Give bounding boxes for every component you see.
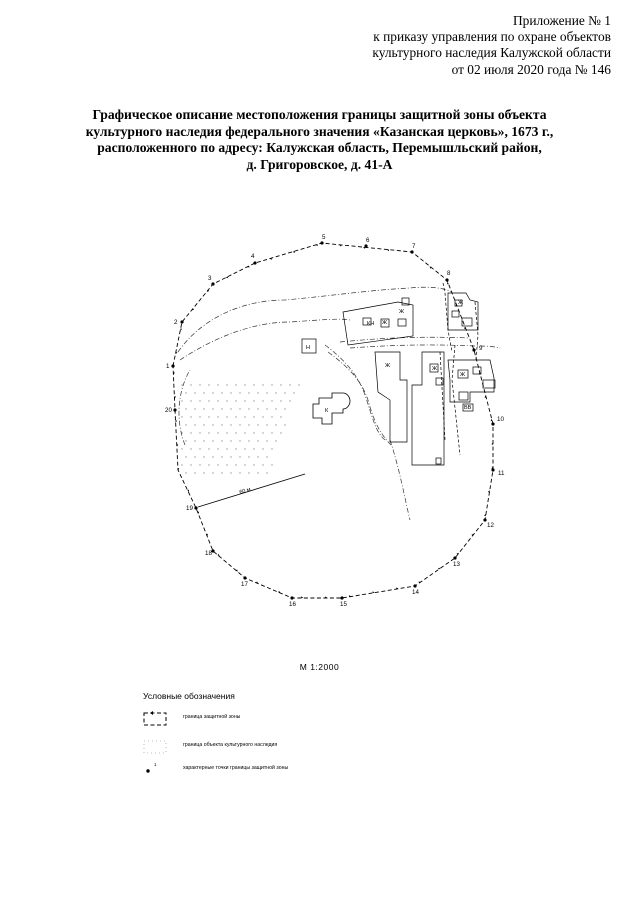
stipple-dot	[271, 448, 272, 449]
distance-line	[198, 474, 305, 507]
stipple-dot	[253, 464, 254, 465]
stipple-dot	[266, 472, 267, 473]
stipple-dot	[190, 448, 191, 449]
dashed-boundary-symbol	[140, 710, 180, 728]
building-label: Ж	[458, 300, 464, 306]
building-label: Ж	[385, 363, 391, 369]
stipple-dot	[221, 392, 222, 393]
stipple-dot	[266, 456, 267, 457]
stipple-dot	[248, 408, 249, 409]
stipple-dot	[203, 424, 204, 425]
stipple-dot	[244, 384, 245, 385]
stipple-dot	[271, 384, 272, 385]
boundary-point-marker	[364, 244, 367, 247]
stipple-dot	[239, 472, 240, 473]
stipple-dot	[262, 416, 263, 417]
stipple-dot	[212, 456, 213, 457]
boundary-point-marker	[491, 468, 494, 471]
legend-point-number: 1	[154, 762, 157, 767]
stipple-dot	[203, 472, 204, 473]
stipple-dot	[239, 456, 240, 457]
boundary-arrow-mark	[175, 420, 177, 422]
title-line-4: д. Григоровское, д. 41-А	[246, 156, 393, 172]
stipple-dot	[230, 392, 231, 393]
stipple-dot	[235, 448, 236, 449]
building-long-block	[412, 352, 444, 465]
building-ne-block	[448, 293, 478, 330]
building-label: Ж	[382, 320, 388, 326]
road-east-outline	[350, 345, 500, 348]
stipple-dot	[217, 448, 218, 449]
stipple-dot	[217, 384, 218, 385]
stipple-dot	[244, 400, 245, 401]
terrain-outline-left	[179, 370, 190, 445]
building-east-block	[448, 360, 494, 402]
stipple-dot	[293, 392, 294, 393]
stipple-dot	[194, 408, 195, 409]
stipple-dot	[275, 424, 276, 425]
stipple-dot	[253, 400, 254, 401]
stipple-dot	[203, 456, 204, 457]
stipple-dot	[194, 392, 195, 393]
stipple-dot	[230, 440, 231, 441]
stipple-dot	[199, 400, 200, 401]
stipple-dot	[289, 384, 290, 385]
boundary-point-marker	[290, 596, 293, 599]
stipple-dot	[253, 448, 254, 449]
stipple-dot	[199, 432, 200, 433]
stipple-dot	[194, 424, 195, 425]
boundary-arrow-mark	[177, 444, 179, 446]
boundary-point-label: 1	[166, 363, 170, 370]
building-label: Ж	[399, 309, 405, 315]
stipple-dot	[262, 384, 263, 385]
stipple-dot	[257, 424, 258, 425]
boundary-arrow-mark	[176, 352, 178, 354]
header-line-1: Приложение № 1	[512, 13, 611, 28]
stipple-dot	[257, 472, 258, 473]
boundary-arrow-marks	[173, 244, 493, 598]
boundary-point-label: 6	[366, 237, 370, 244]
stipple-dot	[185, 424, 186, 425]
stipple-dot	[185, 456, 186, 457]
stipple-dot	[239, 440, 240, 441]
stipple-dot	[185, 472, 186, 473]
stipple-dot	[248, 472, 249, 473]
building-north-small-3	[398, 319, 406, 326]
boundary-point-label: 12	[487, 522, 494, 529]
stipple-dot	[226, 448, 227, 449]
stipple-dot	[181, 400, 182, 401]
stipple-dot	[221, 408, 222, 409]
boundary-point-label: 15	[340, 601, 347, 608]
stipple-dot	[266, 392, 267, 393]
boundary-point-marker	[171, 364, 174, 367]
building-middle-block	[375, 352, 407, 442]
stipple-dot	[248, 440, 249, 441]
road-middle-outline	[180, 319, 350, 360]
stipple-dot	[280, 432, 281, 433]
stipple-dot	[226, 384, 227, 385]
object-boundary-symbol	[140, 738, 180, 756]
stipple-dot	[275, 408, 276, 409]
stipple-dot	[266, 440, 267, 441]
legend-title: Условные обозначения	[143, 691, 235, 701]
stipple-dot	[208, 448, 209, 449]
stipple-dot	[226, 464, 227, 465]
stipple-dot	[253, 416, 254, 417]
boundary-point-marker	[211, 282, 214, 285]
boundary-point-label: 14	[412, 589, 419, 596]
stipple-dot	[212, 440, 213, 441]
stipple-dot	[199, 464, 200, 465]
terrain-outline-lower	[390, 440, 410, 520]
church-label: К	[325, 408, 329, 414]
boundary-arrow-mark	[339, 245, 341, 247]
stipple-dot	[181, 464, 182, 465]
stipple-dot	[181, 416, 182, 417]
stipple-dot	[248, 424, 249, 425]
stipple-dot	[212, 408, 213, 409]
stipple-dot	[194, 472, 195, 473]
point-symbol	[140, 761, 180, 779]
stipple-dot	[248, 456, 249, 457]
road-east-outline-2	[340, 337, 470, 342]
boundary-point-marker	[180, 320, 183, 323]
stipple-dot	[235, 400, 236, 401]
stipple-dot	[271, 464, 272, 465]
stipple-dot	[244, 432, 245, 433]
stipple-dot	[239, 408, 240, 409]
boundary-arrow-mark	[387, 250, 389, 252]
stipple-dot	[190, 464, 191, 465]
boundary-point-label: 9	[479, 345, 483, 352]
stipple-dot	[199, 416, 200, 417]
stipple-dot	[257, 456, 258, 457]
boundary-point-label: 10	[497, 416, 504, 423]
stipple-dot	[253, 432, 254, 433]
stipple-dot	[266, 408, 267, 409]
title-line-1: Графическое описание местоположения границы защитной зоны объекта	[92, 107, 547, 122]
stipple-dot	[262, 400, 263, 401]
legend-text: характерные точки границы защитной зоны	[183, 765, 289, 771]
boundary-arrow-mark	[363, 247, 365, 249]
title-line-2: культурного наследия федерального значения «Казанская церковь», 1673 г.,	[85, 123, 554, 139]
building-long-small	[436, 458, 441, 464]
road-right-outline-2	[328, 352, 392, 446]
boundary-points	[165, 234, 505, 608]
stipple-dot	[208, 400, 209, 401]
boundary-point-marker	[472, 348, 475, 351]
boundary-point-label: 8	[447, 270, 451, 277]
stipple-dot	[208, 432, 209, 433]
stipple-dot	[244, 416, 245, 417]
boundary-arrow-mark	[373, 591, 375, 593]
stipple-dot	[280, 416, 281, 417]
stipple-dot	[275, 392, 276, 393]
stipple-dot	[221, 456, 222, 457]
legend-text: граница защитной зоны	[183, 714, 241, 720]
road-outlines	[178, 287, 500, 520]
boundary-point-label: 4	[251, 253, 255, 260]
stipple-dot	[185, 440, 186, 441]
stipple-dot	[239, 392, 240, 393]
legend-item-object-boundary	[140, 738, 440, 756]
stipple-dot	[284, 424, 285, 425]
church-building	[313, 393, 350, 424]
stipple-dot	[208, 416, 209, 417]
stipple-dot	[226, 432, 227, 433]
stipple-dot	[208, 384, 209, 385]
stipple-dot	[280, 384, 281, 385]
boundary-arrow-mark	[180, 329, 182, 331]
header-line-4: от 02 июля 2020 года № 146	[451, 61, 611, 77]
building-labels	[306, 300, 472, 411]
stipple-dot	[257, 440, 258, 441]
legend-item-points	[140, 761, 440, 779]
boundary-arrow-mark	[236, 569, 238, 571]
stipple-dot	[194, 440, 195, 441]
stipple-dot	[230, 424, 231, 425]
stipple-dot	[185, 392, 186, 393]
stipple-dot	[181, 384, 182, 385]
stipple-dot	[284, 408, 285, 409]
map-scale: М 1:2000	[299, 662, 340, 672]
stipple-dot	[244, 448, 245, 449]
title-line-3: расположенного по адресу: Калужская область, Перемышльский район,	[97, 140, 542, 156]
stipple-dot	[275, 440, 276, 441]
stipple-dot	[235, 432, 236, 433]
boundary-arrow-mark	[438, 568, 441, 570]
boundary-point-marker	[253, 261, 256, 264]
building-label: КН	[367, 321, 375, 327]
stipple-dot	[212, 472, 213, 473]
stipple-dot	[262, 448, 263, 449]
stipple-dot	[257, 408, 258, 409]
boundary-point-label: 3	[208, 275, 212, 282]
stipple-dot	[199, 384, 200, 385]
stipple-dot	[221, 424, 222, 425]
stipple-dot	[262, 464, 263, 465]
stipple-dot	[217, 432, 218, 433]
building-ne-small-3	[452, 311, 459, 317]
stipple-dot	[212, 392, 213, 393]
distance-label: 60 м	[238, 486, 252, 496]
stipple-dot	[248, 392, 249, 393]
stipple-dot	[185, 408, 186, 409]
stipple-dot	[190, 384, 191, 385]
building-label: Ж	[432, 366, 438, 372]
boundary-arrow-mark	[278, 591, 280, 593]
stipple-dot	[230, 456, 231, 457]
stipple-dot	[280, 400, 281, 401]
boundary-point-marker	[194, 506, 197, 509]
boundary-point-label: 17	[241, 581, 248, 588]
boundary-point-marker	[173, 408, 176, 411]
boundary-point-label: 5	[322, 234, 326, 241]
boundary-point-label: 20	[165, 407, 172, 414]
road-top-outline	[178, 287, 452, 352]
boundary-point-label: 2	[174, 319, 178, 326]
stipple-dot	[239, 424, 240, 425]
stipple-dot	[271, 416, 272, 417]
boundary-point-marker	[453, 556, 456, 559]
stipple-dot	[253, 384, 254, 385]
stipple-dot	[284, 392, 285, 393]
boundary-point-marker	[491, 422, 494, 425]
boundary-point-label: 7	[412, 243, 416, 250]
boundary-point-marker	[243, 576, 246, 579]
stipple-dot	[289, 400, 290, 401]
stipple-dot	[221, 472, 222, 473]
boundary-arrow-mark	[488, 490, 490, 492]
boundary-arrow-mark	[226, 277, 229, 279]
stipple-dot	[235, 384, 236, 385]
stipple-dot	[190, 400, 191, 401]
stipple-dot	[190, 416, 191, 417]
boundary-point-label: 13	[453, 561, 460, 568]
boundary-point-label: 11	[498, 470, 505, 477]
stipple-dot	[203, 392, 204, 393]
boundary-point-marker	[445, 278, 448, 281]
stipple-dot	[235, 416, 236, 417]
stipple-dot	[262, 432, 263, 433]
stipple-dot	[208, 464, 209, 465]
stipple-dot	[271, 432, 272, 433]
legend-text: граница объекта культурного наследия	[183, 742, 278, 748]
boundary-arrow-mark	[484, 514, 486, 516]
stipple-dot	[199, 448, 200, 449]
boundary-point-marker	[410, 250, 413, 253]
stipple-dot	[271, 400, 272, 401]
stipple-dot	[226, 416, 227, 417]
stipple-dot	[235, 464, 236, 465]
stippled-area	[181, 384, 299, 473]
stipple-dot	[203, 440, 204, 441]
boundary-arrow-mark	[301, 596, 303, 598]
stipple-dot	[190, 432, 191, 433]
building-label: Ж	[460, 372, 466, 378]
building-label: ВВ	[464, 405, 472, 411]
boundary-point-label: 16	[289, 601, 296, 608]
boundary-point-label: 19	[186, 505, 193, 512]
protective-zone-boundary	[173, 243, 493, 598]
boundary-point-marker	[340, 596, 343, 599]
legend-item-zone-boundary	[140, 710, 440, 728]
header-line-2: к приказу управления по охране объектов	[373, 29, 611, 45]
stipple-dot	[217, 400, 218, 401]
stipple-dot	[226, 400, 227, 401]
boundary-arrow-mark	[430, 266, 432, 268]
boundary-point-label: 18	[205, 550, 212, 557]
stipple-dot	[217, 464, 218, 465]
stipple-dot	[298, 384, 299, 385]
inner-zone-lines	[440, 283, 478, 455]
stipple-dot	[194, 456, 195, 457]
stipple-dot	[230, 408, 231, 409]
stipple-dot	[217, 416, 218, 417]
stipple-dot	[244, 464, 245, 465]
boundary-point-marker	[320, 241, 323, 244]
stipple-dot	[212, 424, 213, 425]
stipple-dot	[221, 440, 222, 441]
stipple-dot	[181, 448, 182, 449]
road-right-outline	[325, 345, 385, 440]
header-line-3: культурного наследия Калужской области	[372, 45, 611, 61]
stipple-dot	[230, 472, 231, 473]
stipple-dot	[203, 408, 204, 409]
building-east-small-3	[483, 380, 495, 388]
buildings	[302, 293, 495, 465]
stipple-dot	[257, 392, 258, 393]
building-label: Н	[306, 345, 310, 351]
boundary-point-marker	[413, 584, 416, 587]
stipple-dot	[266, 424, 267, 425]
